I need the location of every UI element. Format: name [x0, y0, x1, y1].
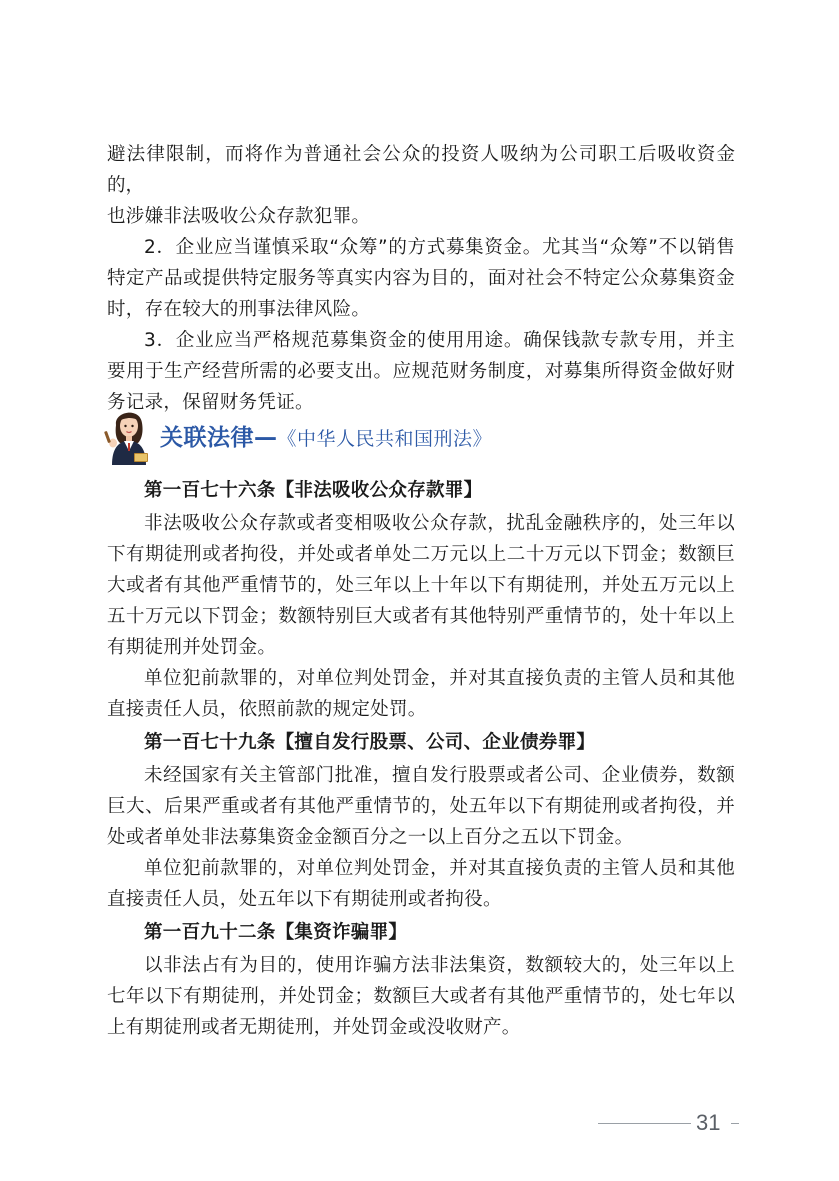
page-number: 31 — [696, 1110, 721, 1135]
article-176-title: 第一百七十六条【非法吸收公众存款罪】 — [144, 480, 483, 501]
lawyer-woman-icon — [104, 403, 154, 465]
intro-paragraph-2: 2．企业应当谨慎采取“众筹”的方式募集资金。尤其当“众筹”不以销售特定产品或提供特定服务等真实内容为目的，面对社会不特定公众募集资金时，存在较大的刑事法律风险。 — [107, 237, 735, 320]
section-title-law-name: 《中华人民共和国刑法》 — [277, 428, 493, 450]
article-176-paragraph-2: 单位犯前款罪的，对单位判处罚金，并对其直接负责的主管人员和其他直接责任人员，依照前款的规定处罚。 — [107, 668, 735, 720]
article-176-paragraph-1: 非法吸收公众存款或者变相吸收公众存款，扰乱金融秩序的，处三年以下有期徒刑或者拘役，并处或者单处二万元以上二十万元以下罚金；数额巨大或者有其他严重情节的，处三年以上十年以下有期徒刑，并处五万元以上五十万元以下罚金；数额特别巨大或者有其他特别严重情节的，处十年以上有期徒刑并处罚金。 — [107, 513, 735, 658]
intro-text — [107, 139, 735, 418]
related-law-header — [104, 403, 744, 465]
intro-paragraph-3: 3．企业应当严格规范募集资金的使用用途。确保钱款专款专用，并主要用于生产经营所需的必要支出。应规范财务制度，对募集所得资金做好财务记录，保留财务凭证。 — [107, 330, 735, 413]
page-footer — [598, 1108, 743, 1138]
section-title-main: 关联法律— — [160, 425, 278, 451]
article-179-paragraph-1: 未经国家有关主管部门批准，擅自发行股票或者公司、企业债券，数额巨大、后果严重或者有其他严重情节的，处五年以下有期徒刑或者拘役，并处或者单处非法募集资金金额百分之一以上百分之五以下罚金。 — [107, 765, 735, 848]
footer-rule — [598, 1123, 691, 1124]
intro-paragraph-1-line-2: 也涉嫌非法吸收公众存款犯罪。 — [107, 206, 371, 227]
section-title — [160, 419, 492, 452]
footer-dash — [731, 1123, 739, 1124]
intro-paragraph-1-line-1: 避法律限制，而将作为普通社会公众的投资人吸纳为公司职工后吸收资金的， — [107, 144, 735, 196]
article-192-paragraph-1: 以非法占有为目的，使用诈骗方法非法集资，数额较大的，处三年以上七年以下有期徒刑，并处罚金；数额巨大或者有其他严重情节的，处七年以上有期徒刑或者无期徒刑，并处罚金或没收财产。 — [107, 955, 735, 1038]
article-192-title: 第一百九十二条【集资诈骗罪】 — [144, 922, 408, 943]
article-179-title: 第一百七十九条【擅自发行股票、公司、企业债券罪】 — [144, 732, 596, 753]
article-179-paragraph-2: 单位犯前款罪的，对单位判处罚金，并对其直接负责的主管人员和其他直接责任人员，处五年以下有期徒刑或者拘役。 — [107, 858, 735, 910]
articles-text — [107, 475, 735, 1043]
